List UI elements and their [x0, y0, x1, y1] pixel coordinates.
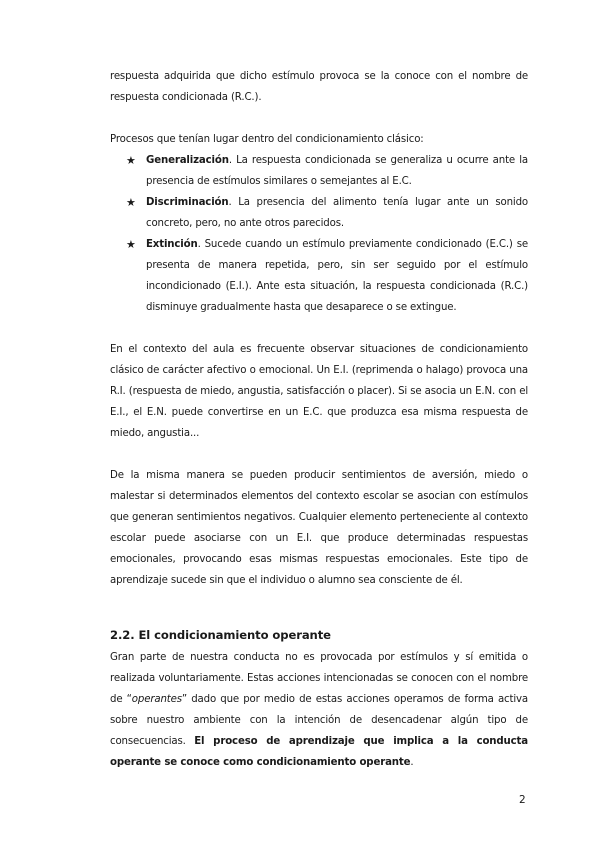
star-bullet-icon: ★	[126, 154, 136, 167]
list-item-extincion	[126, 234, 528, 318]
list-item-generalizacion	[126, 150, 528, 192]
operantes-emphasis: operantes	[131, 694, 182, 705]
intro-paragraph: respuesta adquirida que dicho estímulo provoca se la conoce con el nombre de respuesta condicionada (R.C.).	[110, 71, 528, 103]
operant-paragraph: Gran parte de nuestra conducta no es provocada por estímulos y sí emitida o realizada voluntariamente. Estas acciones intencionadas se conocen con el nombre de “operantes” dado que por medio de estas acciones operamos de forma activa sobre nuestro ambiente con la intención de desencadenar algún tipo de consecuencias. El proceso de aprendizaje que implica a la conducta operante se conoce como condicionamiento operante.	[110, 652, 528, 768]
feelings-paragraph: De la misma manera se pueden producir sentimientos de aversión, miedo o malestar si determinados elementos del contexto escolar se asocian con estímulos que generan sentimientos negativos. Cualquier elemento perteneciente al contexto escolar puede asociarse con un E.I. que produce determinadas respuestas emocionales, provocando esas mismas respuestas emocionales. Este tipo de aprendizaje sucede sin que el individuo o alumno sea consciente de él.	[110, 470, 528, 586]
term-generalizacion: Generalización	[146, 155, 229, 166]
term-extincion: Extinción	[146, 239, 198, 250]
definition-extincion: . Sucede cuando un estímulo previamente condicionado (E.C.) se presenta de manera repetida, pero, sin ser seguido por el estímulo incondicionado (E.I.). Ante esta situación, la respuesta condicionada (R.C.) disminuye gradualmente hasta que desaparece o se extingue.	[146, 239, 528, 313]
processes-lead: Procesos que tenían lugar dentro del condicionamiento clásico:	[110, 134, 424, 145]
list-item-discriminacion	[126, 192, 528, 234]
definition-discriminacion: . La presencia del alimento tenía lugar ante un sonido concreto, pero, no ante otros parecidos.	[146, 197, 528, 229]
page-content	[110, 66, 528, 773]
page-number: 2	[519, 794, 526, 806]
star-bullet-icon: ★	[126, 196, 136, 209]
term-discriminacion: Discriminación	[146, 197, 229, 208]
processes-list	[110, 150, 528, 318]
operant-definition-bold: El proceso de aprendizaje que implica a la conducta operante se conoce como condicionamiento operante	[110, 736, 528, 768]
classroom-paragraph: En el contexto del aula es frecuente observar situaciones de condicionamiento clásico de carácter afectivo o emocional. Un E.I. (reprimenda o halago) provoca una R.I. (respuesta de miedo, angustia, satisfacción o placer). Si se asocia un E.N. con el E.I., el E.N. puede convertirse en un E.C. que produzca esa misma respuesta de miedo, angustia...	[110, 344, 528, 439]
star-bullet-icon: ★	[126, 238, 136, 251]
section-heading: 2.2. El condicionamiento operante	[110, 628, 331, 642]
definition-generalizacion: . La respuesta condicionada se generaliza u ocurre ante la presencia de estímulos similares o semejantes al E.C.	[146, 155, 528, 187]
